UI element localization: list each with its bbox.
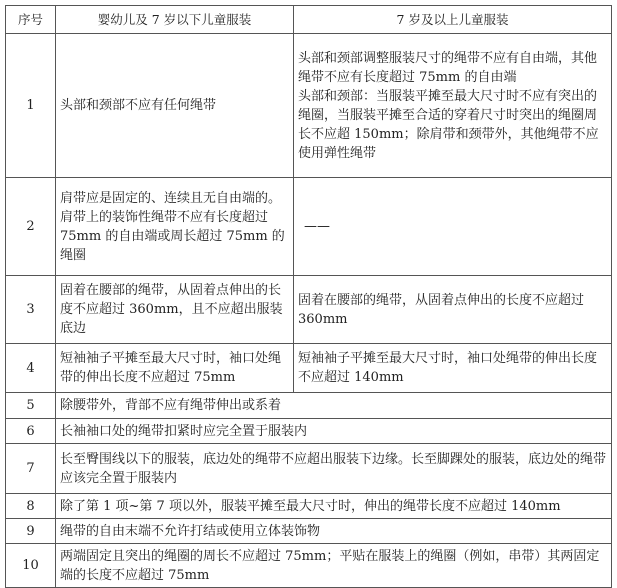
table-row xyxy=(6,276,612,344)
table-header-row xyxy=(6,6,612,34)
older-requirement: 短袖袖子平摊至最大尺寸时，袖口处绳带的伸出长度不应超过 140mm xyxy=(294,344,612,393)
table-row xyxy=(6,494,612,519)
row-number: 8 xyxy=(6,494,56,519)
shared-requirement: 绳带的自由末端不允许打结或使用立体装饰物 xyxy=(56,519,612,544)
infant-requirement: 固着在腰部的绳带，从固着点伸出的长度不应超过 360mm，且不应超出服装底边 xyxy=(56,276,294,344)
infant-requirement: 肩带应是固定的、连续且无自由端的。肩带上的装饰性绳带不应有长度超过 75mm 的自由端或周长超过 75mm 的绳圈 xyxy=(56,178,294,276)
row-number: 10 xyxy=(6,544,56,588)
table-row xyxy=(6,419,612,444)
row-number: 1 xyxy=(6,34,56,178)
older-requirement xyxy=(294,178,612,276)
row-number: 2 xyxy=(6,178,56,276)
table-row xyxy=(6,444,612,494)
header-number: 序号 xyxy=(6,6,56,34)
shared-requirement: 除腰带外，背部不应有绳带伸出或系着 xyxy=(56,393,612,419)
row-number: 9 xyxy=(6,519,56,544)
header-older-child-clothing: 7 岁及以上儿童服装 xyxy=(294,6,612,34)
table-row xyxy=(6,544,612,588)
older-requirement: 固着在腰部的绳带，从固着点伸出的长度不应超过 360mm xyxy=(294,276,612,344)
header-infant-clothing: 婴幼儿及 7 岁以下儿童服装 xyxy=(56,6,294,34)
table-row xyxy=(6,519,612,544)
table-row xyxy=(6,393,612,419)
shared-requirement: 长至臀围线以下的服装，底边处的绳带不应超出服装下边缘。长至脚踝处的服装，底边处的绳带应该完全置于服装内 xyxy=(56,444,612,494)
not-applicable-dash: —— xyxy=(304,219,330,234)
row-number: 3 xyxy=(6,276,56,344)
infant-requirement: 短袖袖子平摊至最大尺寸时，袖口处绳带的伸出长度不应超过 75mm xyxy=(56,344,294,393)
row-number: 6 xyxy=(6,419,56,444)
row-number: 4 xyxy=(6,344,56,393)
older-requirement xyxy=(294,34,612,178)
drawstring-requirements-table xyxy=(5,5,612,588)
table-row xyxy=(6,34,612,178)
row-number: 7 xyxy=(6,444,56,494)
infant-requirement: 头部和颈部不应有任何绳带 xyxy=(56,34,294,178)
table-row xyxy=(6,344,612,393)
table-row xyxy=(6,178,612,276)
page xyxy=(5,5,612,588)
row-number: 5 xyxy=(6,393,56,419)
shared-requirement: 除了第 1 项~第 7 项以外，服装平摊至最大尺寸时，伸出的绳带长度不应超过 140mm xyxy=(56,494,612,519)
older-requirement-part-1: 头部和颈部调整服装尺寸的绳带不应有自由端，其他绳带不应有长度超过 75mm 的自由端 xyxy=(298,50,598,85)
shared-requirement: 长袖袖口处的绳带扣紧时应完全置于服装内 xyxy=(56,419,612,444)
older-requirement-part-2: 头部和颈部：当服装平摊至最大尺寸时不应有突出的绳圈，当服装平摊至合适的穿着尺寸时突出的绳圈周长不应超 150mm；除肩带和颈带外，其他绳带不应使用弹性绳带 xyxy=(298,88,599,161)
shared-requirement: 两端固定且突出的绳圈的周长不应超过 75mm；平贴在服装上的绳圈（例如，串带）其两固定端的长度不应超过 75mm xyxy=(56,544,612,588)
